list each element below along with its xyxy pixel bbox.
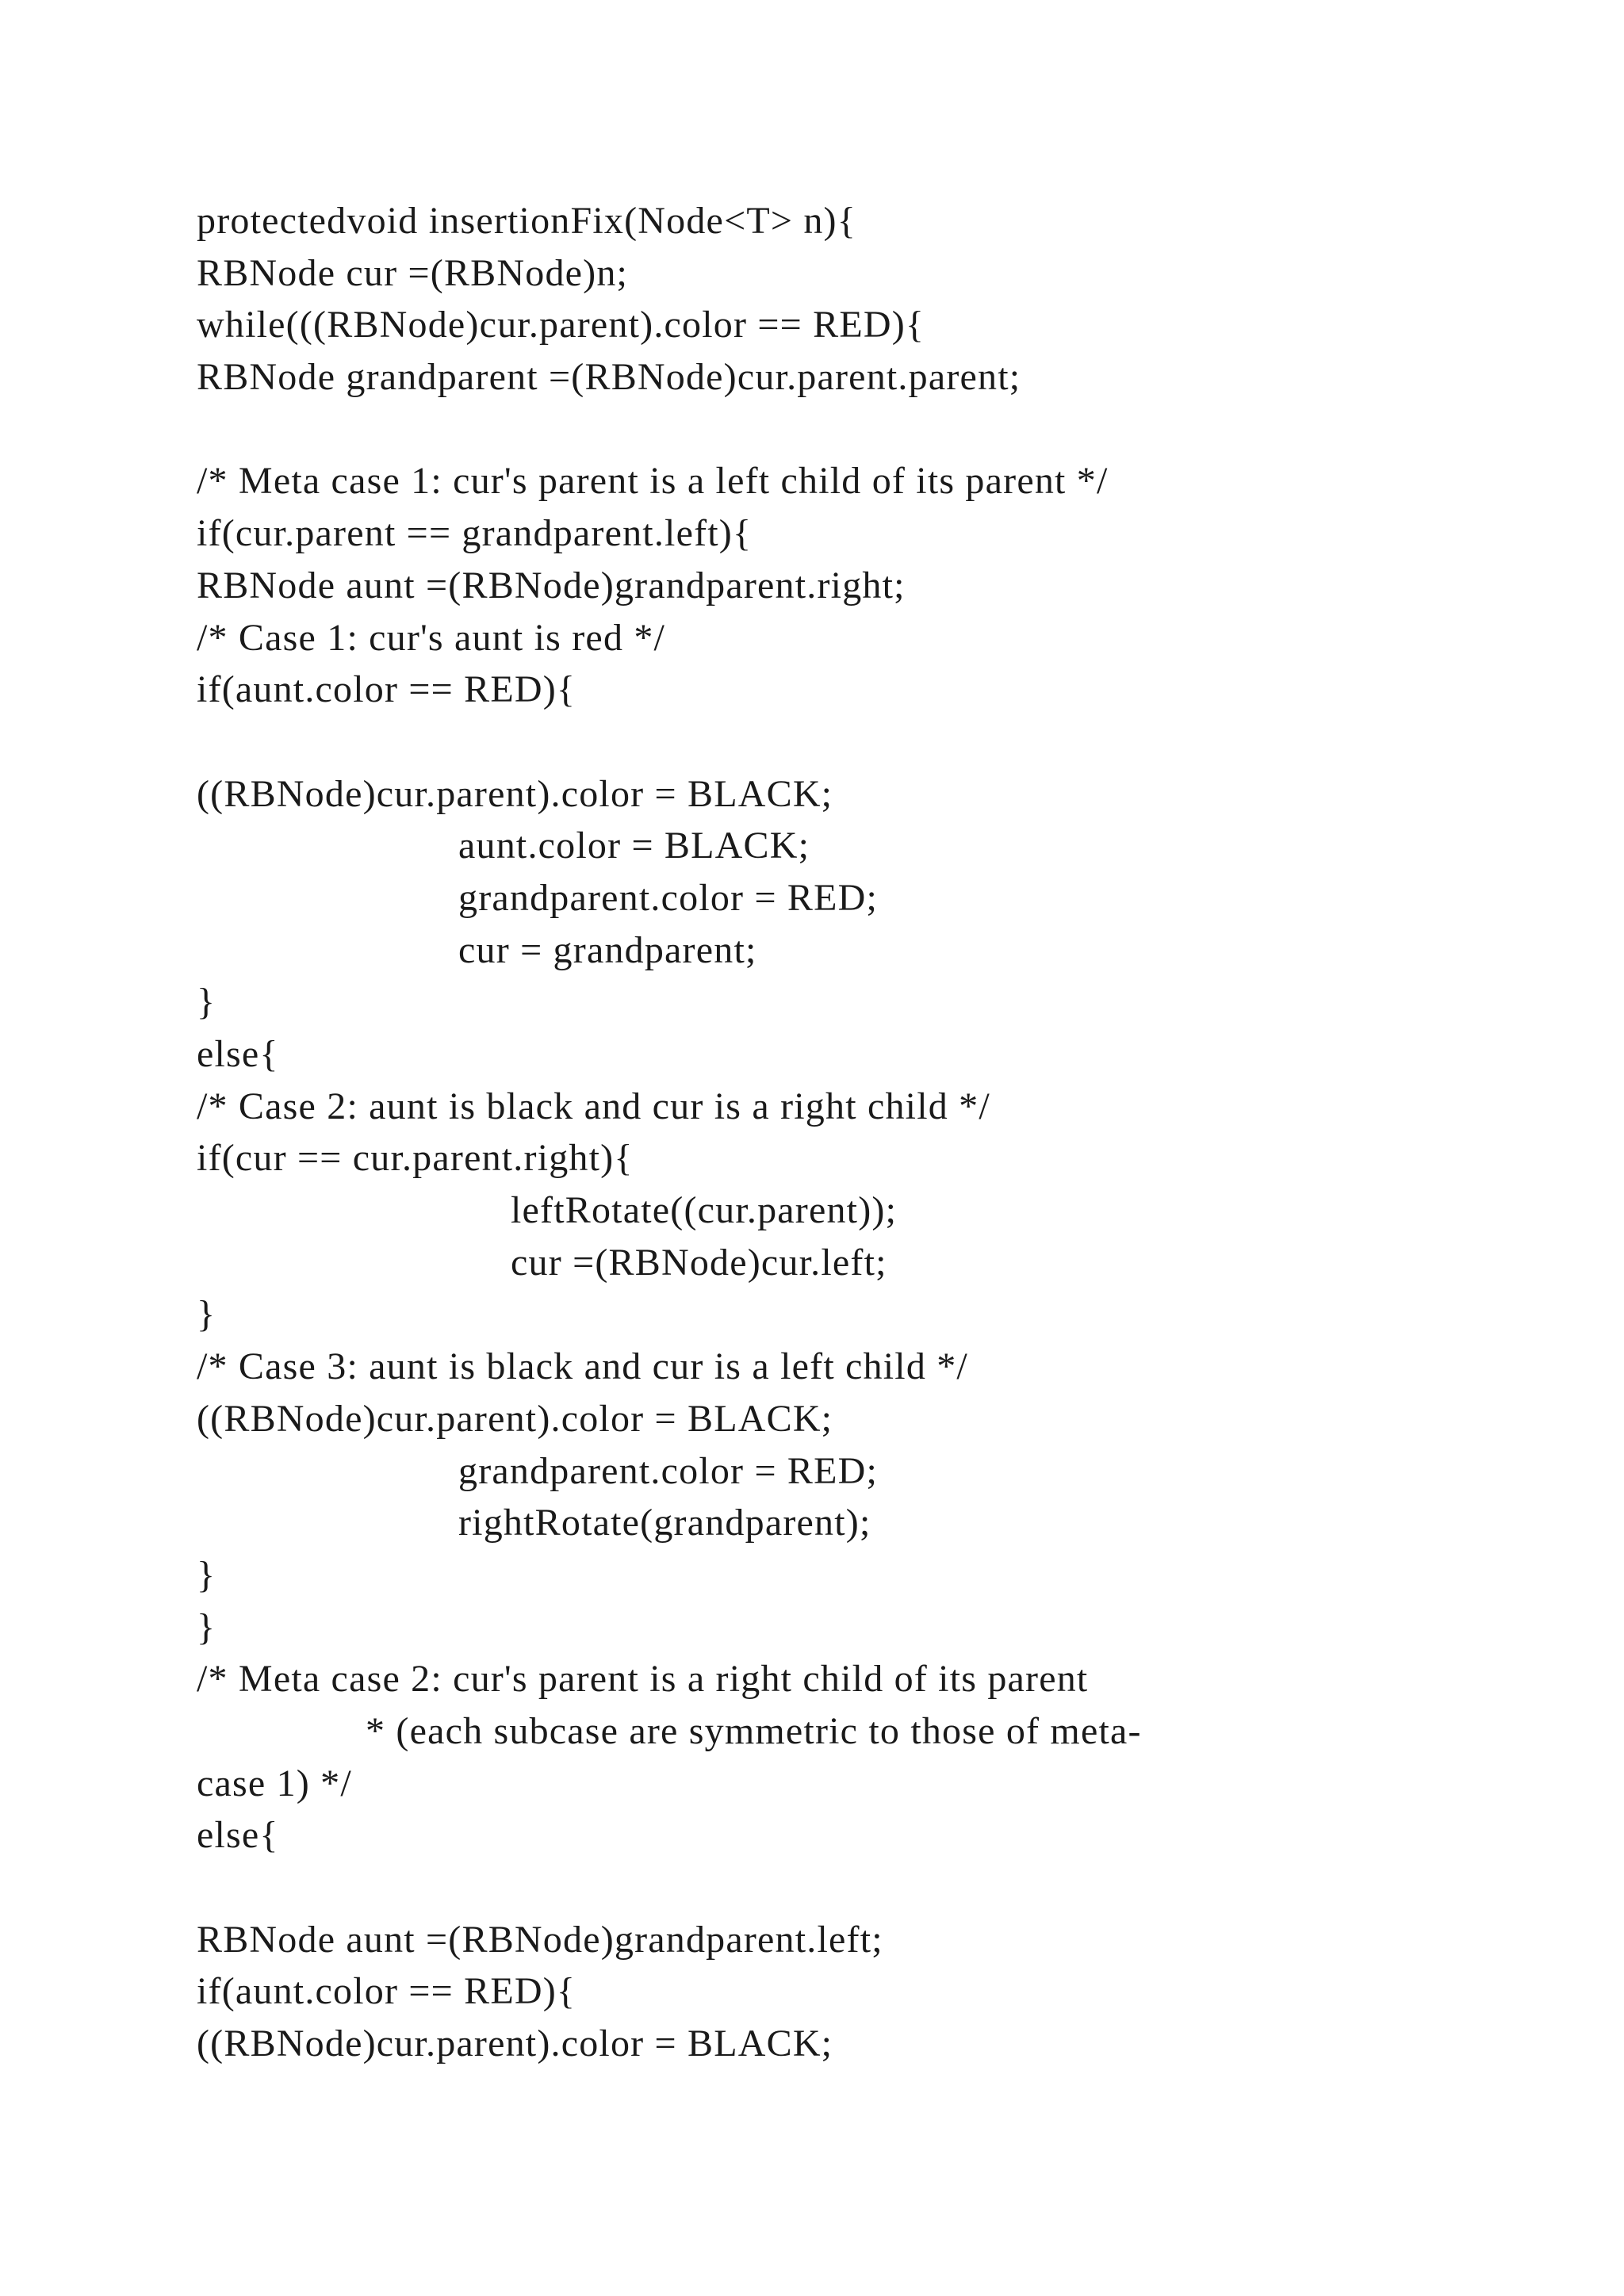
blank-line xyxy=(197,1862,1434,1914)
code-line: if(aunt.color == RED){ xyxy=(197,1970,576,2013)
blank-line xyxy=(197,716,1434,768)
code-line: } xyxy=(197,1293,216,1336)
code-listing xyxy=(197,195,1434,2070)
code-line: if(cur == cur.parent.right){ xyxy=(197,1137,634,1180)
code-line: aunt.color = BLACK; xyxy=(458,825,810,867)
code-line: /* Case 2: aunt is black and cur is a right child */ xyxy=(197,1085,990,1127)
code-line: case 1) */ xyxy=(197,1762,352,1804)
code-line: cur =(RBNode)cur.left; xyxy=(511,1241,887,1284)
code-line: protectedvoid insertionFix(Node<T> n){ xyxy=(197,200,856,242)
blank-line xyxy=(197,404,1434,456)
code-line: /* Meta case 2: cur's parent is a right child of its parent xyxy=(197,1658,1089,1701)
code-line: ((RBNode)cur.parent).color = BLACK; xyxy=(197,772,833,815)
code-line: } xyxy=(197,1553,216,1596)
code-line: RBNode aunt =(RBNode)grandparent.right; xyxy=(197,564,906,607)
code-line: /* Meta case 1: cur's parent is a left child of its parent */ xyxy=(197,460,1109,503)
code-line: /* Case 1: cur's aunt is red */ xyxy=(197,616,666,659)
code-line: RBNode grandparent =(RBNode)cur.parent.parent; xyxy=(197,356,1021,399)
code-line: } xyxy=(197,981,216,1024)
code-line: ((RBNode)cur.parent).color = BLACK; xyxy=(197,1397,833,1440)
code-line: else{ xyxy=(197,1033,279,1075)
code-line: while(((RBNode)cur.parent).color == RED){ xyxy=(197,304,925,346)
code-line: RBNode aunt =(RBNode)grandparent.left; xyxy=(197,1918,883,1961)
code-line: } xyxy=(197,1605,216,1648)
code-line: leftRotate((cur.parent)); xyxy=(511,1189,898,1232)
code-line: * (each subcase are symmetric to those of meta- xyxy=(366,1709,1142,1752)
code-line: grandparent.color = RED; xyxy=(458,876,879,919)
code-line: grandparent.color = RED; xyxy=(458,1449,879,1492)
code-line: else{ xyxy=(197,1814,279,1857)
code-line: cur = grandparent; xyxy=(458,928,757,971)
code-line: rightRotate(grandparent); xyxy=(458,1502,871,1544)
code-line: /* Case 3: aunt is black and cur is a left child */ xyxy=(197,1345,968,1388)
code-line: RBNode cur =(RBNode)n; xyxy=(197,251,629,294)
code-line: ((RBNode)cur.parent).color = BLACK; xyxy=(197,2022,833,2065)
code-line: if(aunt.color == RED){ xyxy=(197,668,576,711)
code-line: if(cur.parent == grandparent.left){ xyxy=(197,512,753,555)
